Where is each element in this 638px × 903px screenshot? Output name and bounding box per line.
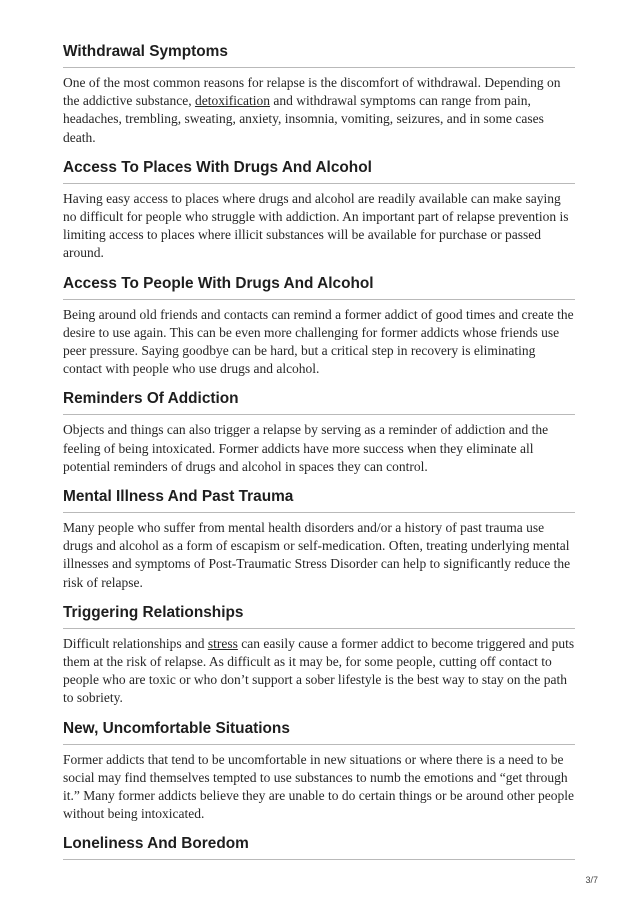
- section-heading: Mental Illness And Past Trauma: [63, 487, 575, 513]
- section-loneliness-boredom: [63, 834, 575, 860]
- section-heading: Withdrawal Symptoms: [63, 42, 575, 68]
- section-access-to-places: [63, 158, 575, 263]
- section-paragraph: [63, 635, 575, 708]
- section-heading: Reminders Of Addiction: [63, 389, 575, 415]
- detoxification-link[interactable]: detoxification: [194, 93, 270, 109]
- section-triggering-relationships: [63, 603, 575, 708]
- section-paragraph: Having easy access to places where drugs and alcohol are readily available can make saying no difficult for people who struggle with addiction. An important part of relapse prevention is limiting access to places where illicit substances will be available for purchase or passed around.: [63, 190, 569, 261]
- paragraph-text: Difficult relationships and: [63, 635, 208, 651]
- paragraph-text: can easily cause a former addict to become triggered and puts them at the risk of relapse. As difficult as it may be, for some people, cutting off contact to people who are toxic or who don’t support a sober lifestyle is the best way to stay on the path to sobriety.: [63, 635, 575, 706]
- section-heading: Triggering Relationships: [63, 603, 575, 629]
- section-paragraph: Former addicts that tend to be uncomfortable in new situations or where there is a need to be social may find themselves tempted to use substances to numb the emotions and “get through it.” Many former addicts believe they are unable to do certain things or be around other people without being intoxicated.: [63, 751, 574, 822]
- section-withdrawal-symptoms: [63, 42, 575, 147]
- section-heading: Access To Places With Drugs And Alcohol: [63, 158, 575, 184]
- section-mental-illness: [63, 487, 575, 592]
- section-heading: Loneliness And Boredom: [63, 834, 575, 860]
- section-paragraph: [63, 74, 575, 147]
- section-paragraph: Many people who suffer from mental health disorders and/or a history of past trauma use drugs and alcohol as a form of escapism or self-medication. Often, treating underlying mental illnesses and symptoms of Post-Traumatic Stress Disorder can help to significantly reduce the risk of relapse.: [63, 520, 571, 590]
- section-access-to-people: [63, 274, 575, 379]
- section-heading: Access To People With Drugs And Alcohol: [63, 274, 575, 300]
- section-new-situations: [63, 719, 575, 824]
- paragraph-text: One of the most common reasons for relapse is the discomfort of withdrawal. Depending on the addictive substance,: [63, 75, 561, 109]
- document-content: [63, 42, 575, 871]
- section-paragraph: Objects and things can also trigger a relapse by serving as a reminder of addiction and the feeling of being intoxicated. Former addicts have more success when they eliminate all potential reminders of drugs and alcohol in spaces they can control.: [63, 422, 549, 474]
- section-reminders-of-addiction: [63, 389, 575, 476]
- section-heading: New, Uncomfortable Situations: [63, 719, 575, 745]
- page-number: 3/7: [585, 875, 598, 885]
- section-paragraph: Being around old friends and contacts can remind a former addict of good times and create the desire to use again. This can be even more challenging for former addicts whose friends use peer pressure. Saying goodbye can be hard, but a critical step in recovery is eliminating contact with people who use drugs and alcohol.: [63, 306, 574, 377]
- paragraph-text: and withdrawal symptoms can range from pain, headaches, trembling, sweating, anxiety, insomnia, vomiting, seizures, and in some cases death.: [63, 93, 544, 145]
- stress-link[interactable]: stress: [207, 635, 238, 651]
